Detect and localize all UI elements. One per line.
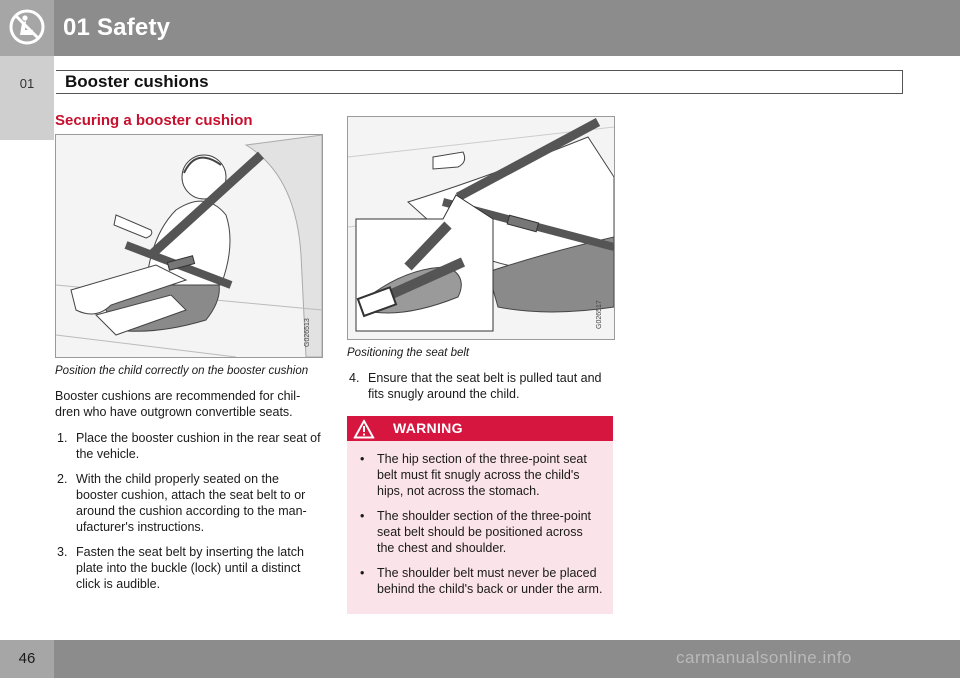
figure-code: G026513 [304, 318, 311, 347]
figure-caption: Positioning the seat belt [347, 347, 470, 359]
steps-list [55, 430, 323, 592]
step-text: Fasten the seat belt by inserting the latch plate into the buckle (lock) until a distinct click is audible. [76, 545, 304, 591]
intro-paragraph: Booster cushions are recommended for chil-dren who have outgrown convertible seats. [55, 389, 301, 419]
chapter-side-tab [0, 56, 54, 140]
step-number: 1. [57, 431, 68, 445]
watermark: carmanualsonline.info [676, 648, 852, 667]
list-item [55, 471, 323, 535]
step-number: 3. [57, 545, 68, 559]
step-number: 4. [349, 371, 360, 385]
list-item: • The shoulder belt must never be placed behind the child's back or under the arm. [360, 566, 603, 596]
left-column [55, 112, 323, 601]
list-item [55, 430, 323, 462]
warning-text: The shoulder section of the three-point seat belt should be positioned across the chest and shoulder. [377, 509, 592, 555]
chapter-icon-tab [0, 0, 54, 56]
step-text: Ensure that the seat belt is pulled taut and fits snugly around the child. [368, 371, 602, 401]
warning-header [347, 416, 613, 441]
warning-text: The shoulder belt must never be placed behind the child's back or under the arm. [377, 566, 603, 596]
step-text: Place the booster cushion in the rear seat of the vehicle. [76, 431, 321, 461]
section-title-box [56, 70, 903, 94]
figure-caption: Position the child correctly on the booster cushion [55, 365, 309, 377]
right-column [347, 112, 613, 614]
warning-box [347, 416, 613, 614]
warning-text: The hip section of the three-point seat belt must fit snugly across the child's hips, not across the stomach. [377, 452, 587, 498]
booster-cushion-illustration [55, 134, 323, 358]
child-on-booster-illustration [56, 135, 322, 357]
list-item [347, 370, 613, 402]
page-number: 46 [18, 650, 36, 667]
chapter-title: 01 Safety [63, 14, 171, 41]
seat-belt-position-illustration [348, 117, 614, 339]
list-item [55, 544, 323, 592]
no-child-seat-icon [8, 8, 46, 46]
subsection-heading: Securing a booster cushion [55, 112, 253, 129]
steps-list [347, 370, 613, 402]
step-text: With the child properly seated on the booster cushion, attach the seat belt to or around the cushion according to the man-ufacturer's instructions. [76, 472, 307, 534]
list-item: • The hip section of the three-point seat belt must fit snugly across the child's hips, not across the stomach. [360, 452, 587, 498]
side-tab-label: 01 [19, 76, 35, 91]
warning-list [347, 441, 613, 614]
step-number: 2. [57, 472, 68, 486]
section-title: Booster cushions [65, 72, 209, 91]
seat-belt-illustration [347, 116, 615, 340]
figure-code: G026517 [596, 300, 603, 329]
list-item: • The shoulder section of the three-point seat belt should be positioned across the chest and shoulder. [360, 509, 592, 555]
warning-title: WARNING [393, 420, 463, 436]
warning-triangle-icon [353, 419, 375, 439]
